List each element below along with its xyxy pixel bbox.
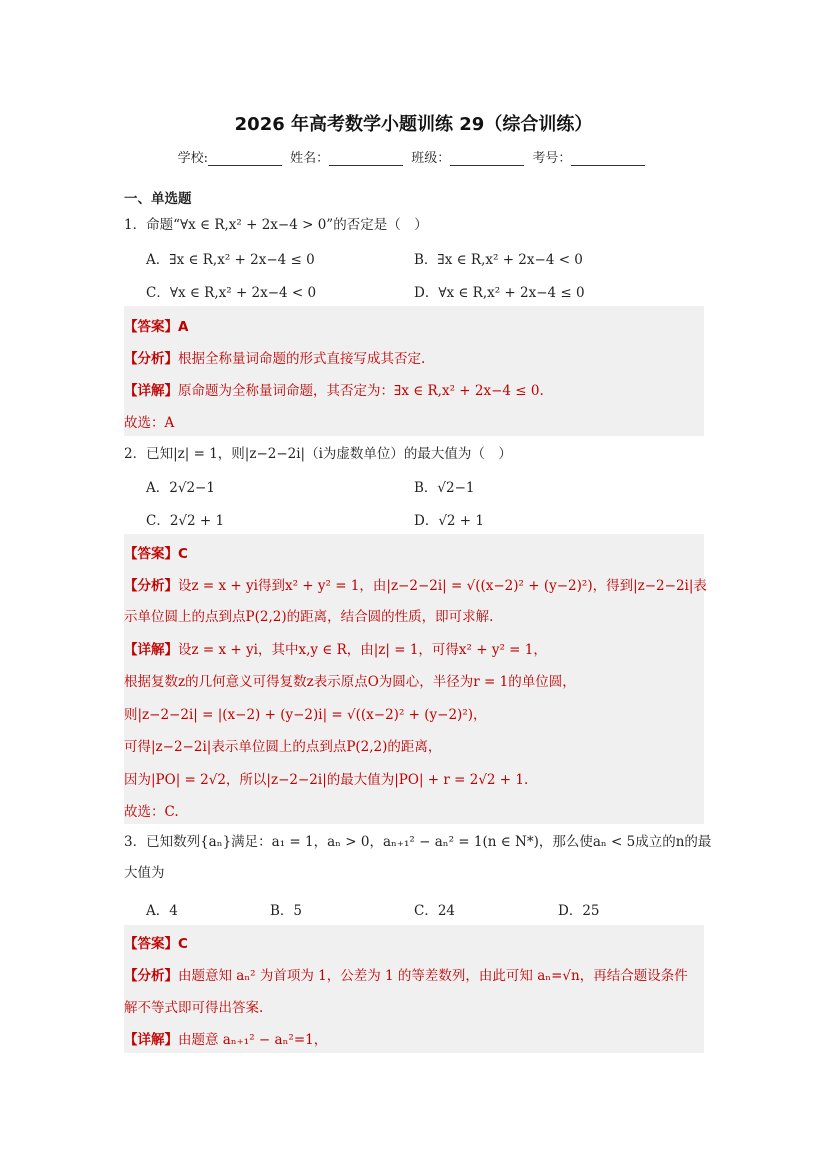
page-title: 2026 年高考数学小题训练 29（综合训练） (234, 114, 593, 135)
analysis-text: 根据全称量词命题的形式直接写成其否定. (178, 351, 426, 367)
q2-answer-line (124, 542, 188, 562)
detail-label: 【详解】 (124, 642, 178, 658)
class-label: 班级： (411, 151, 451, 166)
analysis-label: 【分析】 (124, 351, 178, 367)
class-blank (450, 152, 524, 166)
question-3-option-d: D．25 (558, 903, 600, 919)
analysis-text: 由题意知 aₙ² 为首项为 1，公差为 1 的等差数列，由此可知 aₙ=√n，再结合题设条件 (178, 968, 688, 984)
q2-detail-line-3: 则|z−2−2i| = |(x−2) + (y−2)i| = √((x−2)² + (y−2)²)， (124, 707, 487, 723)
question-3-option-c: C．24 (414, 903, 456, 919)
q2-detail-line-4: 可得|z−2−2i|表示单位圆上的点到点P(2,2)的距离， (124, 739, 442, 755)
question-3-solution (124, 925, 704, 1053)
analysis-label: 【分析】 (124, 578, 178, 594)
question-3-stem-line-2: 大值为 (124, 865, 165, 881)
question-1-option-b: B．∃x ∈ R,x² + 2x−4 < 0 (414, 252, 583, 268)
answer-value: C (178, 546, 188, 562)
q3-answer-line (124, 932, 188, 952)
name-label: 姓名： (290, 151, 330, 166)
q1-analysis-line (124, 347, 425, 367)
exam-number-label: 考号： (532, 151, 572, 166)
q1-choose-line: 故选：A (124, 415, 175, 431)
answer-value: A (178, 319, 189, 335)
exam-number-blank (571, 152, 645, 166)
detail-label: 【详解】 (124, 1032, 178, 1048)
question-2-option-c: C．2√2 + 1 (146, 513, 225, 529)
question-3-option-a: A．4 (146, 903, 178, 919)
answer-value: C (178, 936, 188, 952)
question-3-option-b: B．5 (270, 903, 303, 919)
section-title: 一、单选题 (124, 191, 192, 207)
q1-answer-line (124, 315, 188, 335)
student-info-line (0, 147, 827, 166)
analysis-text: 设z = x + yi得到x² + y² = 1，由|z−2−2i| = √((x−2)² + (y−2)²)，得到|z−2−2i|表 (178, 578, 707, 594)
question-2-solution (124, 534, 707, 824)
answer-label: 【答案】 (124, 319, 178, 335)
question-3-stem-line-1: 3．已知数列{aₙ}满足：a₁ = 1，aₙ > 0，aₙ₊₁² − aₙ² = 1(n ∈ N*)，那么使aₙ < 5成立的n的最 (124, 834, 712, 850)
question-1-option-c: C．∀x ∈ R,x² + 2x−4 < 0 (146, 285, 317, 301)
detail-text: 原命题为全称量词命题，其否定为：∃x ∈ R,x² + 2x−4 ≤ 0. (178, 383, 544, 399)
q2-detail-line-2: 根据复数z的几何意义可得复数z表示原点O为圆心，半径为r = 1的单位圆， (124, 674, 576, 690)
question-2-stem: 2．已知|z| = 1，则|z−2−2i|（i为虚数单位）的最大值为（ ） (124, 446, 512, 462)
school-blank (208, 152, 282, 166)
question-1-solution (124, 306, 704, 436)
question-1-option-a: A．∃x ∈ R,x² + 2x−4 ≤ 0 (146, 252, 315, 268)
q2-analysis-line-2: 示单位圆上的点到点P(2,2)的距离，结合圆的性质，即可求解. (124, 609, 494, 625)
q1-detail-line (124, 379, 544, 399)
answer-label: 【答案】 (124, 546, 178, 562)
answer-label: 【答案】 (124, 936, 178, 952)
analysis-label: 【分析】 (124, 968, 178, 984)
q2-choose-line: 故选：C. (124, 804, 179, 820)
q3-detail-line-1 (124, 1028, 327, 1048)
q2-detail-line-5: 因为|PO| = 2√2，所以|z−2−2i|的最大值为|PO| + r = 2√2 + 1. (124, 772, 529, 788)
name-blank (329, 152, 403, 166)
school-label: 学校: (177, 151, 208, 166)
question-2-option-b: B．√2−1 (414, 480, 475, 496)
question-2-option-a: A．2√2−1 (146, 480, 215, 496)
q2-detail-line-1 (124, 638, 547, 658)
detail-text: 由题意 aₙ₊₁² − aₙ²=1， (178, 1032, 328, 1048)
detail-label: 【详解】 (124, 383, 178, 399)
q3-analysis-line-1 (124, 964, 688, 984)
q2-analysis-line-1 (124, 574, 707, 594)
q3-analysis-line-2: 解不等式即可得出答案. (124, 1000, 264, 1016)
question-1-option-d: D．∀x ∈ R,x² + 2x−4 ≤ 0 (414, 285, 585, 301)
detail-text: 设z = x + yi，其中x,y ∈ R，由|z| = 1，可得x² + y² = 1， (178, 642, 547, 658)
question-2-option-d: D．√2 + 1 (414, 513, 484, 529)
question-1-stem: 1．命题“∀x ∈ R,x² + 2x−4 > 0”的否定是（ ） (124, 217, 428, 233)
